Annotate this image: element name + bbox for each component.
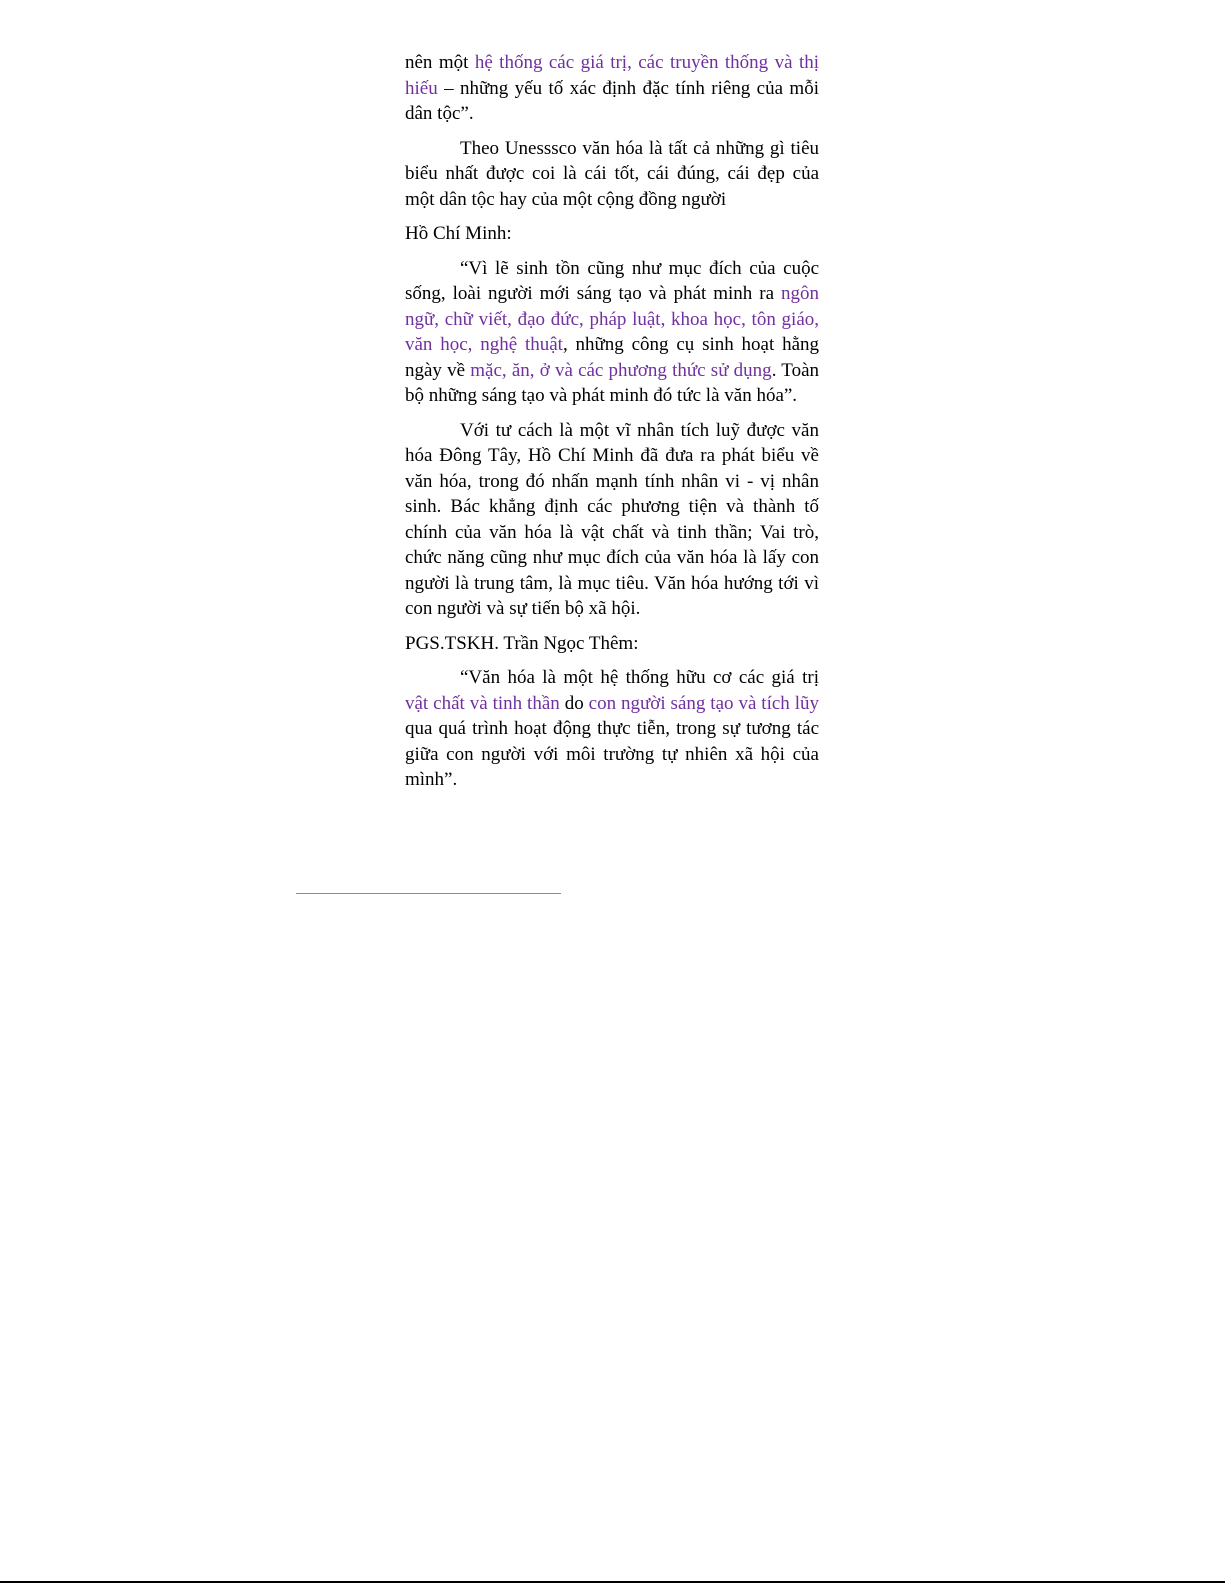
- text-segment: “Văn hóa là một hệ thống hữu cơ các giá trị: [460, 667, 819, 688]
- text-segment: Với tư cách là một vĩ nhân tích luỹ được văn hóa Đông Tây, Hồ Chí Minh đã đưa ra phát biểu về văn hóa, trong đó nhấn mạnh tính nhân vi - vị nhân sinh. Bác khẳng định các phương tiện và thành tố chính của văn hóa là vật chất và tinh thần; Vai trò, chức năng cũng như mục đích của văn hóa là lấy con người là trung tâm, là mục tiêu. Văn hóa hướng tới vì con người và sự tiến bộ xã hội.: [405, 419, 819, 619]
- text-segment: “Vì lẽ sinh tồn cũng như mục đích của cuộc sống, loài người mới sáng tạo và phát minh ra: [405, 257, 819, 304]
- paragraph-p5: [405, 418, 819, 622]
- footnote-separator: [296, 893, 561, 894]
- page-bottom-border: [0, 1581, 1225, 1583]
- highlighted-phrase: hệ thống các giá trị, các truyền thống và thị hiếu: [405, 52, 820, 99]
- text-segment: do: [559, 692, 589, 714]
- paragraph-p6: [405, 631, 819, 657]
- paragraph-p7: [405, 665, 819, 793]
- text-segment: Hồ Chí Minh:: [405, 223, 512, 244]
- text-segment: Theo Unesssco văn hóa là tất cả những gì tiêu biểu nhất được coi là cái tốt, cái đúng, cái đẹp của một dân tộc hay của một cộng đồng người: [405, 137, 819, 210]
- text-segment: . Toàn bộ những sáng tạo và phát minh đó tức là văn hóa”.: [405, 359, 819, 406]
- text-segment: nên một: [405, 52, 475, 73]
- highlighted-phrase: mặc, ăn, ở và các phương thức sử dụng: [470, 359, 772, 381]
- highlighted-phrase: vật chất và tinh thần: [405, 692, 560, 714]
- text-segment: qua quá trình hoạt động thực tiễn, trong sự tương tác giữa con người với môi trường tự nhiên xã hội của mình”.: [405, 718, 819, 790]
- paragraph-p3: [405, 221, 819, 247]
- text-segment: PGS.TSKH. Trần Ngọc Thêm:: [405, 632, 639, 654]
- paragraph-p4: [405, 256, 819, 409]
- paragraph-p2: [405, 136, 819, 213]
- paragraph-p1: [405, 50, 819, 127]
- text-segment: , những công cụ sinh hoạt hằng ngày về: [405, 334, 819, 381]
- body-text-column: [405, 50, 819, 802]
- highlighted-phrase: ngôn ngữ, chữ viết, đạo đức, pháp luật, khoa học, tôn giáo, văn học, nghệ thuật: [405, 283, 819, 355]
- text-segment: – những yếu tố xác định đặc tính riêng của mỗi dân tộc”.: [405, 77, 819, 124]
- highlighted-phrase: con người sáng tạo và tích lũy: [588, 692, 820, 714]
